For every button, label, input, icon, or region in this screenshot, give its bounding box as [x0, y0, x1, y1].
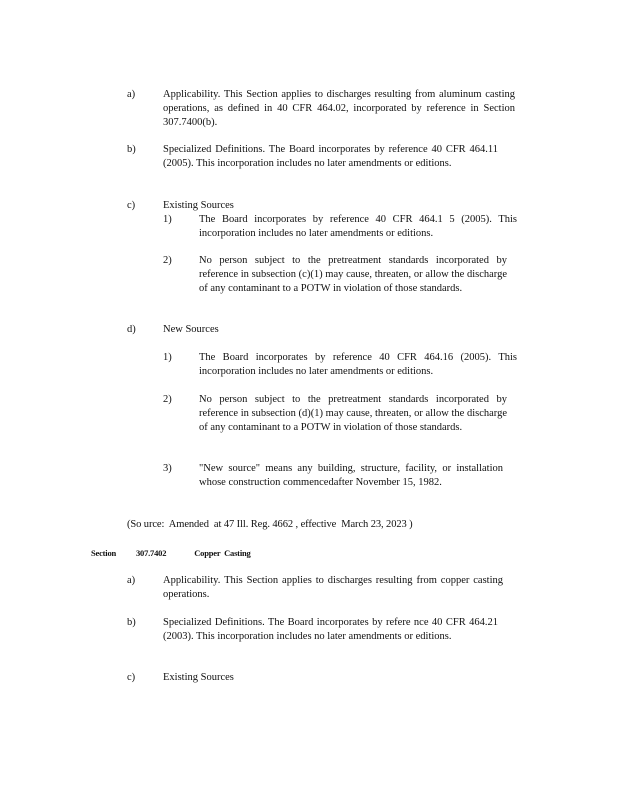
item-label: b): [127, 617, 136, 628]
item-text: Existing Sources: [163, 672, 234, 683]
item-label: d): [127, 324, 136, 335]
subitem-label: 1): [163, 214, 172, 225]
item-label: c): [127, 200, 136, 211]
item-label: a): [127, 575, 136, 586]
section-title: Copper Casting: [194, 548, 251, 558]
subitem-text: No person subject to the pretreatment standards incorporated by reference in subsection (d)(1) may cause, threaten, or allow the discharge of any contaminant to a POTW in violation of those standards.: [199, 394, 507, 433]
subitem-label: 1): [163, 352, 172, 363]
subitem-label: 2): [163, 394, 172, 405]
item-text: Existing Sources: [163, 200, 234, 211]
item-label: c): [127, 672, 136, 683]
item-text: Applicability. This Section applies to discharges resulting from copper casting operations.: [163, 575, 503, 600]
subitem-label: 3): [163, 463, 172, 474]
item-label: a): [127, 89, 136, 100]
item-text: Specialized Definitions. The Board incorporates by refere nce 40 CFR 464.21 (2003). This incorporation includes no later amendments or editions.: [163, 617, 498, 642]
section-number: 307.7402: [135, 548, 167, 558]
item-text: New Sources: [163, 324, 219, 335]
section-word: Section: [91, 548, 117, 558]
item-text: Specialized Definitions. The Board incorporates by reference 40 CFR 464.11 (2005). This incorporation includes no later amendments or editions.: [163, 144, 498, 169]
item-label: b): [127, 144, 136, 155]
subitem-label: 2): [163, 255, 172, 266]
section-heading: [91, 547, 391, 559]
subitem-text: The Board incorporates by reference 40 CFR 464.16 (2005). This incorporation includes no later amendments or editions.: [199, 352, 517, 377]
item-text: Applicability. This Section applies to discharges resulting from aluminum casting operations, as defined in 40 CFR 464.02, incorporated by reference in Section 307.7400(b).: [163, 89, 515, 128]
subitem-text: "New source" means any building, structure, facility, or installation whose construction commencedafter November 15, 1982.: [199, 463, 503, 488]
source-note: (So urce: Amended at 47 Ill. Reg. 4662 , effective March 23, 2023 ): [127, 519, 413, 530]
subitem-text: The Board incorporates by reference 40 CFR 464.1 5 (2005). This incorporation includes no later amendments or editions.: [199, 214, 517, 239]
subitem-text: No person subject to the pretreatment standards incorporated by reference in subsection (c)(1) may cause, threaten, or allow the discharge of any contaminant to a POTW in violation of those standards.: [199, 255, 507, 294]
